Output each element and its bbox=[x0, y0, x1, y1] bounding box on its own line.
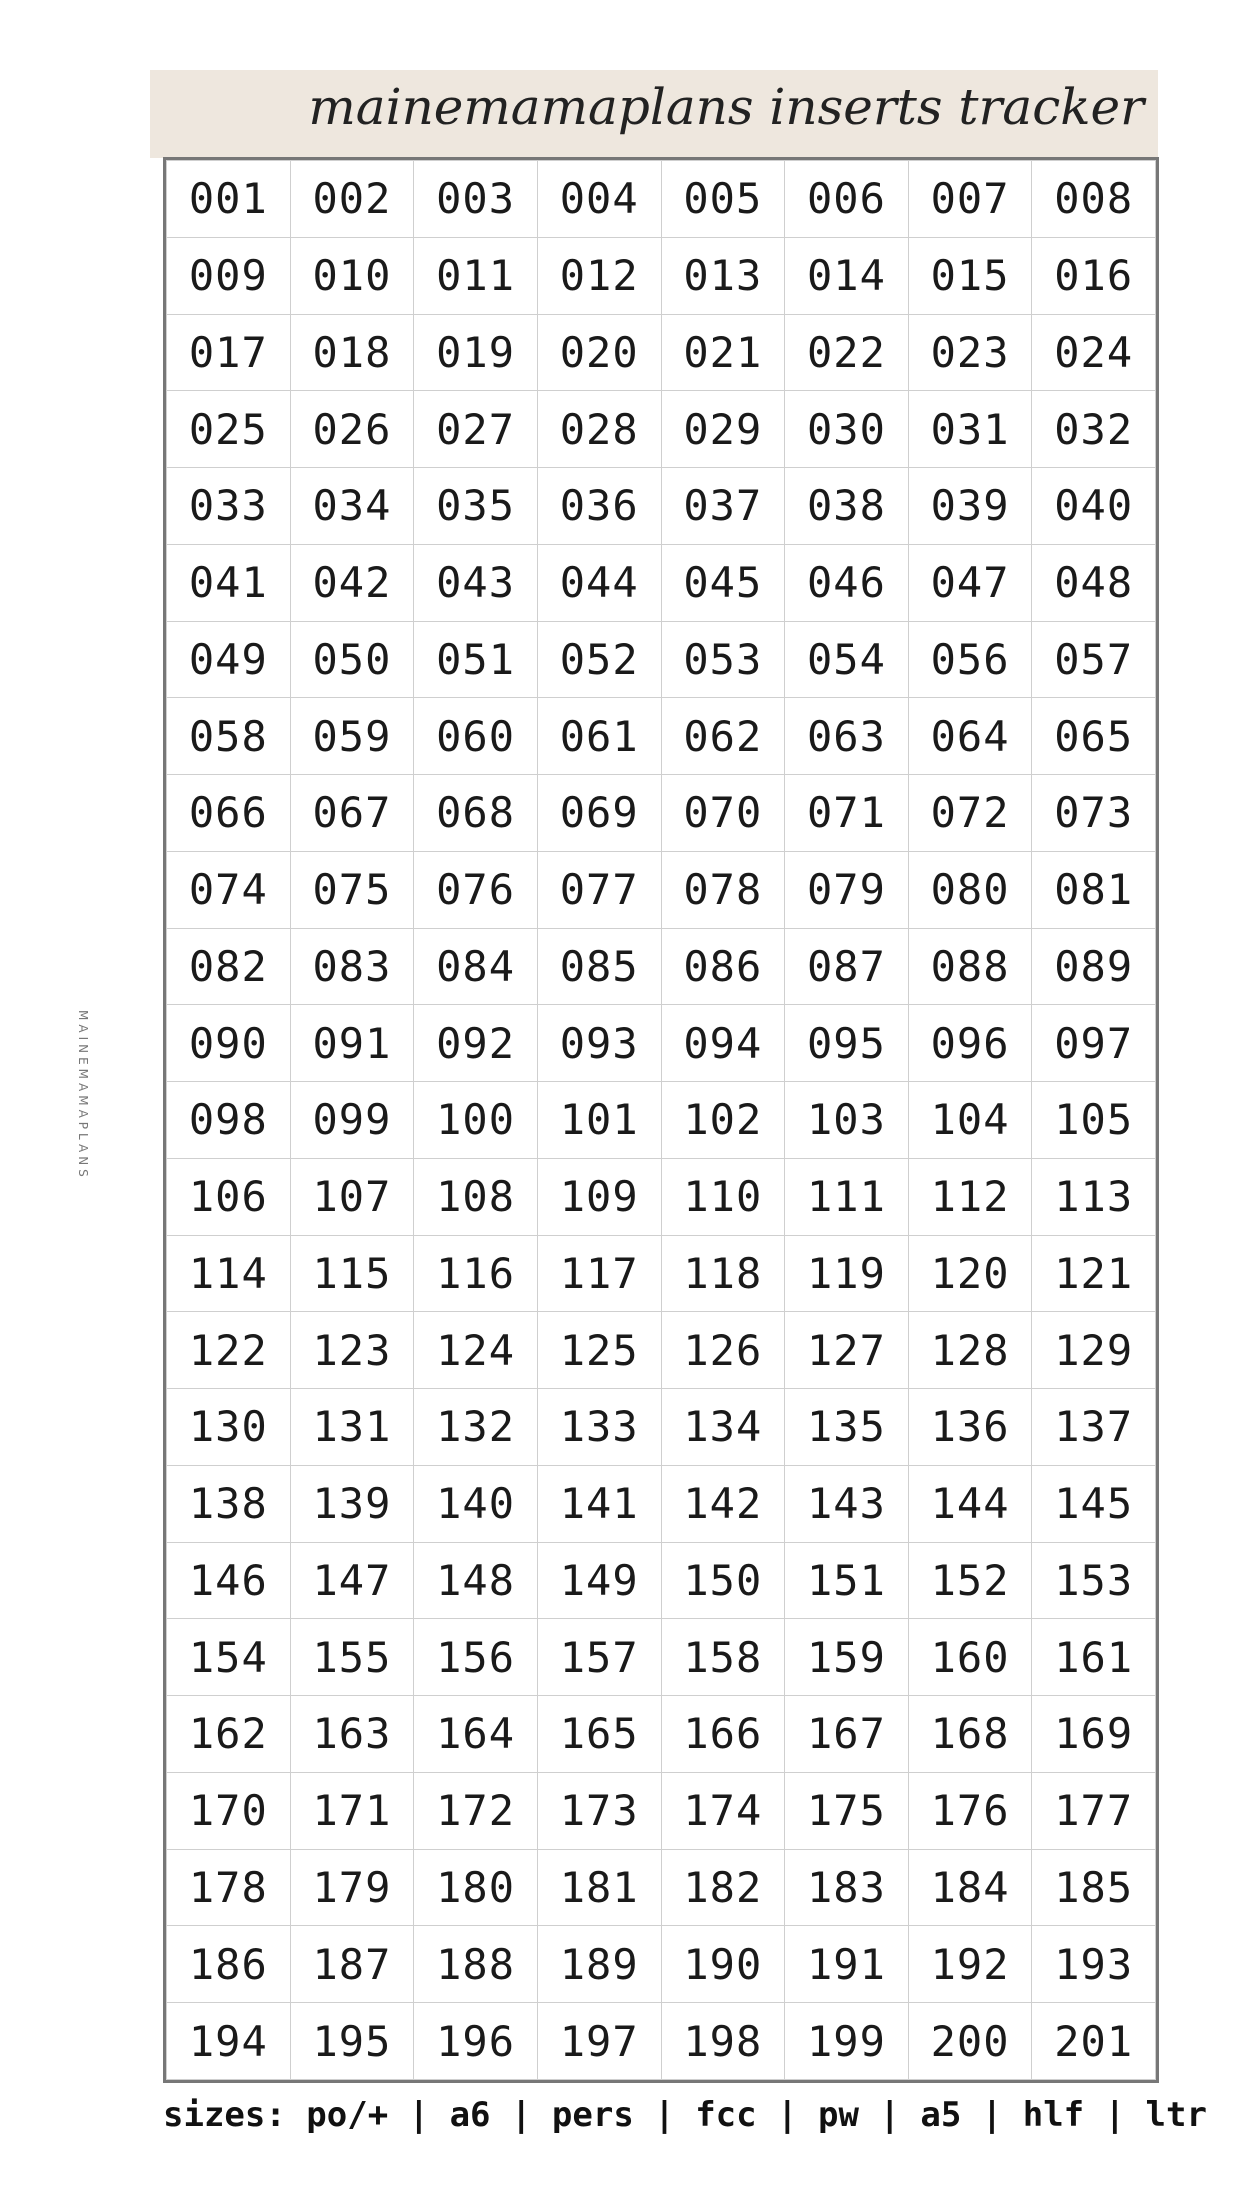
tracker-body bbox=[167, 161, 1156, 2080]
tracker-cell[interactable]: 189 bbox=[537, 1926, 661, 2003]
tracker-cell[interactable]: 174 bbox=[661, 1772, 785, 1849]
tracker-cell[interactable]: 078 bbox=[661, 851, 785, 928]
tracker-cell[interactable]: 141 bbox=[537, 1465, 661, 1542]
tracker-cell[interactable]: 013 bbox=[661, 237, 785, 314]
tracker-cell[interactable]: 102 bbox=[661, 1082, 785, 1159]
tracker-cell[interactable]: 063 bbox=[785, 698, 909, 775]
tracker-cell[interactable]: 179 bbox=[290, 1849, 414, 1926]
tracker-cell[interactable]: 085 bbox=[537, 928, 661, 1005]
tracker-cell[interactable]: 076 bbox=[414, 851, 538, 928]
tracker-cell[interactable]: 095 bbox=[785, 1005, 909, 1082]
tracker-cell[interactable]: 181 bbox=[537, 1849, 661, 1926]
tracker-cell[interactable]: 138 bbox=[167, 1465, 291, 1542]
tracker-cell[interactable]: 155 bbox=[290, 1619, 414, 1696]
tracker-cell[interactable]: 105 bbox=[1032, 1082, 1156, 1159]
tracker-cell[interactable]: 093 bbox=[537, 1005, 661, 1082]
tracker-cell[interactable]: 103 bbox=[785, 1082, 909, 1159]
tracker-cell[interactable]: 164 bbox=[414, 1696, 538, 1773]
tracker-cell[interactable]: 094 bbox=[661, 1005, 785, 1082]
tracker-cell[interactable]: 176 bbox=[908, 1772, 1032, 1849]
tracker-cell[interactable]: 115 bbox=[290, 1235, 414, 1312]
tracker-cell[interactable]: 120 bbox=[908, 1235, 1032, 1312]
tracker-row bbox=[167, 1696, 1156, 1773]
tracker-cell[interactable]: 195 bbox=[290, 2003, 414, 2080]
tracker-cell[interactable]: 020 bbox=[537, 314, 661, 391]
tracker-cell[interactable]: 001 bbox=[167, 161, 291, 238]
tracker-cell[interactable]: 005 bbox=[661, 161, 785, 238]
tracker-cell[interactable]: 191 bbox=[785, 1926, 909, 2003]
tracker-cell[interactable]: 015 bbox=[908, 237, 1032, 314]
tracker-cell[interactable]: 147 bbox=[290, 1542, 414, 1619]
tracker-cell[interactable]: 050 bbox=[290, 621, 414, 698]
tracker-cell[interactable]: 161 bbox=[1032, 1619, 1156, 1696]
tracker-cell[interactable]: 180 bbox=[414, 1849, 538, 1926]
tracker-cell[interactable]: 178 bbox=[167, 1849, 291, 1926]
tracker-cell[interactable]: 099 bbox=[290, 1082, 414, 1159]
tracker-cell[interactable]: 185 bbox=[1032, 1849, 1156, 1926]
tracker-row bbox=[167, 1465, 1156, 1542]
tracker-row bbox=[167, 1389, 1156, 1466]
tracker-cell[interactable]: 106 bbox=[167, 1158, 291, 1235]
tracker-cell[interactable]: 022 bbox=[785, 314, 909, 391]
tracker-cell[interactable]: 043 bbox=[414, 544, 538, 621]
tracker-cell[interactable]: 160 bbox=[908, 1619, 1032, 1696]
tracker-row bbox=[167, 621, 1156, 698]
tracker-row bbox=[167, 237, 1156, 314]
tracker-cell[interactable]: 045 bbox=[661, 544, 785, 621]
tracker-cell[interactable]: 030 bbox=[785, 391, 909, 468]
tracker-cell[interactable]: 101 bbox=[537, 1082, 661, 1159]
tracker-cell[interactable]: 168 bbox=[908, 1696, 1032, 1773]
tracker-cell[interactable]: 034 bbox=[290, 468, 414, 545]
tracker-cell[interactable]: 056 bbox=[908, 621, 1032, 698]
tracker-cell[interactable]: 038 bbox=[785, 468, 909, 545]
tracker-cell[interactable]: 119 bbox=[785, 1235, 909, 1312]
tracker-cell[interactable]: 170 bbox=[167, 1772, 291, 1849]
tracker-row bbox=[167, 1082, 1156, 1159]
tracker-row bbox=[167, 1005, 1156, 1082]
tracker-cell[interactable]: 079 bbox=[785, 851, 909, 928]
tracker-cell[interactable]: 163 bbox=[290, 1696, 414, 1773]
tracker-cell[interactable]: 193 bbox=[1032, 1926, 1156, 2003]
tracker-row bbox=[167, 1235, 1156, 1312]
tracker-cell[interactable]: 145 bbox=[1032, 1465, 1156, 1542]
tracker-cell[interactable]: 057 bbox=[1032, 621, 1156, 698]
tracker-cell[interactable]: 090 bbox=[167, 1005, 291, 1082]
tracker-cell[interactable]: 196 bbox=[414, 2003, 538, 2080]
tracker-row bbox=[167, 1849, 1156, 1926]
tracker-row bbox=[167, 1158, 1156, 1235]
tracker-cell[interactable]: 096 bbox=[908, 1005, 1032, 1082]
tracker-cell[interactable]: 009 bbox=[167, 237, 291, 314]
tracker-cell[interactable]: 081 bbox=[1032, 851, 1156, 928]
tracker-cell[interactable]: 082 bbox=[167, 928, 291, 1005]
tracker-cell[interactable]: 060 bbox=[414, 698, 538, 775]
header-band bbox=[150, 70, 1158, 158]
tracker-cell[interactable]: 111 bbox=[785, 1158, 909, 1235]
tracker-cell[interactable]: 159 bbox=[785, 1619, 909, 1696]
tracker-cell[interactable]: 166 bbox=[661, 1696, 785, 1773]
tracker-row bbox=[167, 391, 1156, 468]
tracker-cell[interactable]: 128 bbox=[908, 1312, 1032, 1389]
tracker-cell[interactable]: 003 bbox=[414, 161, 538, 238]
tracker-cell[interactable]: 053 bbox=[661, 621, 785, 698]
tracker-cell[interactable]: 086 bbox=[661, 928, 785, 1005]
tracker-cell[interactable]: 113 bbox=[1032, 1158, 1156, 1235]
tracker-cell[interactable]: 156 bbox=[414, 1619, 538, 1696]
tracker-cell[interactable]: 154 bbox=[167, 1619, 291, 1696]
tracker-cell[interactable]: 124 bbox=[414, 1312, 538, 1389]
tracker-cell[interactable]: 117 bbox=[537, 1235, 661, 1312]
tracker-grid bbox=[163, 157, 1159, 2083]
tracker-cell[interactable]: 171 bbox=[290, 1772, 414, 1849]
page-title: mainemamaplans inserts tracker bbox=[308, 78, 1144, 136]
tracker-cell[interactable]: 183 bbox=[785, 1849, 909, 1926]
tracker-cell[interactable]: 072 bbox=[908, 775, 1032, 852]
tracker-cell[interactable]: 175 bbox=[785, 1772, 909, 1849]
tracker-cell[interactable]: 142 bbox=[661, 1465, 785, 1542]
tracker-cell[interactable]: 199 bbox=[785, 2003, 909, 2080]
tracker-row bbox=[167, 698, 1156, 775]
tracker-cell[interactable]: 012 bbox=[537, 237, 661, 314]
tracker-cell[interactable]: 051 bbox=[414, 621, 538, 698]
tracker-cell[interactable]: 167 bbox=[785, 1696, 909, 1773]
tracker-cell[interactable]: 149 bbox=[537, 1542, 661, 1619]
tracker-cell[interactable]: 088 bbox=[908, 928, 1032, 1005]
tracker-cell[interactable]: 157 bbox=[537, 1619, 661, 1696]
tracker-cell[interactable]: 067 bbox=[290, 775, 414, 852]
tracker-row bbox=[167, 1926, 1156, 2003]
tracker-cell[interactable]: 143 bbox=[785, 1465, 909, 1542]
side-brand-label: MAINEMAMAPLANS bbox=[76, 1010, 90, 1181]
tracker-cell[interactable]: 146 bbox=[167, 1542, 291, 1619]
sizes-footer: sizes: po/+ | a6 | pers | fcc | pw | a5 | hlf | ltr bbox=[163, 2095, 1207, 2135]
tracker-cell[interactable]: 150 bbox=[661, 1542, 785, 1619]
tracker-cell[interactable]: 006 bbox=[785, 161, 909, 238]
tracker-cell[interactable]: 084 bbox=[414, 928, 538, 1005]
tracker-cell[interactable]: 011 bbox=[414, 237, 538, 314]
tracker-row bbox=[167, 2003, 1156, 2080]
tracker-cell[interactable]: 110 bbox=[661, 1158, 785, 1235]
tracker-cell[interactable]: 046 bbox=[785, 544, 909, 621]
tracker-cell[interactable]: 089 bbox=[1032, 928, 1156, 1005]
tracker-cell[interactable]: 042 bbox=[290, 544, 414, 621]
tracker-cell[interactable]: 165 bbox=[537, 1696, 661, 1773]
tracker-cell[interactable]: 048 bbox=[1032, 544, 1156, 621]
tracker-cell[interactable]: 054 bbox=[785, 621, 909, 698]
tracker-cell[interactable]: 192 bbox=[908, 1926, 1032, 2003]
tracker-cell[interactable]: 125 bbox=[537, 1312, 661, 1389]
tracker-cell[interactable]: 132 bbox=[414, 1389, 538, 1466]
tracker-cell[interactable]: 190 bbox=[661, 1926, 785, 2003]
tracker-cell[interactable]: 182 bbox=[661, 1849, 785, 1926]
tracker-cell[interactable]: 027 bbox=[414, 391, 538, 468]
tracker-table bbox=[166, 160, 1156, 2080]
tracker-cell[interactable]: 140 bbox=[414, 1465, 538, 1542]
tracker-cell[interactable]: 040 bbox=[1032, 468, 1156, 545]
tracker-cell[interactable]: 153 bbox=[1032, 1542, 1156, 1619]
tracker-cell[interactable]: 187 bbox=[290, 1926, 414, 2003]
tracker-cell[interactable]: 008 bbox=[1032, 161, 1156, 238]
tracker-cell[interactable]: 126 bbox=[661, 1312, 785, 1389]
tracker-cell[interactable]: 133 bbox=[537, 1389, 661, 1466]
tracker-cell[interactable]: 200 bbox=[908, 2003, 1032, 2080]
tracker-cell[interactable]: 024 bbox=[1032, 314, 1156, 391]
tracker-cell[interactable]: 098 bbox=[167, 1082, 291, 1159]
tracker-cell[interactable]: 197 bbox=[537, 2003, 661, 2080]
tracker-cell[interactable]: 116 bbox=[414, 1235, 538, 1312]
tracker-cell[interactable]: 028 bbox=[537, 391, 661, 468]
tracker-cell[interactable]: 127 bbox=[785, 1312, 909, 1389]
tracker-cell[interactable]: 144 bbox=[908, 1465, 1032, 1542]
tracker-cell[interactable]: 121 bbox=[1032, 1235, 1156, 1312]
tracker-cell[interactable]: 004 bbox=[537, 161, 661, 238]
tracker-cell[interactable]: 162 bbox=[167, 1696, 291, 1773]
tracker-cell[interactable]: 061 bbox=[537, 698, 661, 775]
tracker-cell[interactable]: 114 bbox=[167, 1235, 291, 1312]
tracker-row bbox=[167, 468, 1156, 545]
tracker-cell[interactable]: 049 bbox=[167, 621, 291, 698]
tracker-cell[interactable]: 173 bbox=[537, 1772, 661, 1849]
tracker-row bbox=[167, 1619, 1156, 1696]
tracker-cell[interactable]: 021 bbox=[661, 314, 785, 391]
tracker-cell[interactable]: 070 bbox=[661, 775, 785, 852]
tracker-cell[interactable]: 158 bbox=[661, 1619, 785, 1696]
tracker-cell[interactable]: 058 bbox=[167, 698, 291, 775]
tracker-cell[interactable]: 064 bbox=[908, 698, 1032, 775]
tracker-cell[interactable]: 052 bbox=[537, 621, 661, 698]
tracker-cell[interactable]: 118 bbox=[661, 1235, 785, 1312]
tracker-cell[interactable]: 039 bbox=[908, 468, 1032, 545]
tracker-cell[interactable]: 035 bbox=[414, 468, 538, 545]
tracker-cell[interactable]: 184 bbox=[908, 1849, 1032, 1926]
tracker-cell[interactable]: 017 bbox=[167, 314, 291, 391]
tracker-cell[interactable]: 036 bbox=[537, 468, 661, 545]
tracker-cell[interactable]: 007 bbox=[908, 161, 1032, 238]
tracker-row bbox=[167, 775, 1156, 852]
tracker-cell[interactable]: 041 bbox=[167, 544, 291, 621]
tracker-cell[interactable]: 077 bbox=[537, 851, 661, 928]
tracker-row bbox=[167, 1772, 1156, 1849]
tracker-cell[interactable]: 188 bbox=[414, 1926, 538, 2003]
tracker-cell[interactable]: 032 bbox=[1032, 391, 1156, 468]
tracker-cell[interactable]: 148 bbox=[414, 1542, 538, 1619]
tracker-cell[interactable]: 151 bbox=[785, 1542, 909, 1619]
tracker-cell[interactable]: 087 bbox=[785, 928, 909, 1005]
tracker-cell[interactable]: 033 bbox=[167, 468, 291, 545]
tracker-cell[interactable]: 097 bbox=[1032, 1005, 1156, 1082]
tracker-cell[interactable]: 139 bbox=[290, 1465, 414, 1542]
tracker-cell[interactable]: 044 bbox=[537, 544, 661, 621]
tracker-row bbox=[167, 544, 1156, 621]
tracker-row bbox=[167, 928, 1156, 1005]
tracker-cell[interactable]: 104 bbox=[908, 1082, 1032, 1159]
tracker-row bbox=[167, 161, 1156, 238]
tracker-cell[interactable]: 134 bbox=[661, 1389, 785, 1466]
tracker-cell[interactable]: 059 bbox=[290, 698, 414, 775]
tracker-cell[interactable]: 025 bbox=[167, 391, 291, 468]
tracker-cell[interactable]: 018 bbox=[290, 314, 414, 391]
tracker-cell[interactable]: 186 bbox=[167, 1926, 291, 2003]
tracker-row bbox=[167, 1542, 1156, 1619]
tracker-cell[interactable]: 198 bbox=[661, 2003, 785, 2080]
tracker-cell[interactable]: 002 bbox=[290, 161, 414, 238]
tracker-cell[interactable]: 023 bbox=[908, 314, 1032, 391]
tracker-cell[interactable]: 137 bbox=[1032, 1389, 1156, 1466]
tracker-cell[interactable]: 136 bbox=[908, 1389, 1032, 1466]
tracker-cell[interactable]: 073 bbox=[1032, 775, 1156, 852]
tracker-cell[interactable]: 112 bbox=[908, 1158, 1032, 1235]
tracker-cell[interactable]: 031 bbox=[908, 391, 1032, 468]
tracker-cell[interactable]: 069 bbox=[537, 775, 661, 852]
tracker-cell[interactable]: 169 bbox=[1032, 1696, 1156, 1773]
tracker-cell[interactable]: 194 bbox=[167, 2003, 291, 2080]
tracker-cell[interactable]: 062 bbox=[661, 698, 785, 775]
tracker-cell[interactable]: 065 bbox=[1032, 698, 1156, 775]
tracker-cell[interactable]: 010 bbox=[290, 237, 414, 314]
tracker-cell[interactable]: 177 bbox=[1032, 1772, 1156, 1849]
tracker-cell[interactable]: 092 bbox=[414, 1005, 538, 1082]
tracker-row bbox=[167, 1312, 1156, 1389]
tracker-cell[interactable]: 047 bbox=[908, 544, 1032, 621]
tracker-cell[interactable]: 029 bbox=[661, 391, 785, 468]
tracker-cell[interactable]: 080 bbox=[908, 851, 1032, 928]
tracker-cell[interactable]: 152 bbox=[908, 1542, 1032, 1619]
tracker-cell[interactable]: 066 bbox=[167, 775, 291, 852]
tracker-cell[interactable]: 091 bbox=[290, 1005, 414, 1082]
tracker-cell[interactable]: 016 bbox=[1032, 237, 1156, 314]
tracker-cell[interactable]: 014 bbox=[785, 237, 909, 314]
tracker-cell[interactable]: 122 bbox=[167, 1312, 291, 1389]
tracker-cell[interactable]: 108 bbox=[414, 1158, 538, 1235]
tracker-cell[interactable]: 100 bbox=[414, 1082, 538, 1159]
tracker-cell[interactable]: 172 bbox=[414, 1772, 538, 1849]
tracker-cell[interactable]: 130 bbox=[167, 1389, 291, 1466]
tracker-cell[interactable]: 083 bbox=[290, 928, 414, 1005]
tracker-cell[interactable]: 019 bbox=[414, 314, 538, 391]
tracker-cell[interactable]: 068 bbox=[414, 775, 538, 852]
tracker-cell[interactable]: 129 bbox=[1032, 1312, 1156, 1389]
tracker-cell[interactable]: 071 bbox=[785, 775, 909, 852]
tracker-row bbox=[167, 851, 1156, 928]
tracker-cell[interactable]: 131 bbox=[290, 1389, 414, 1466]
tracker-cell[interactable]: 107 bbox=[290, 1158, 414, 1235]
tracker-row bbox=[167, 314, 1156, 391]
tracker-cell[interactable]: 109 bbox=[537, 1158, 661, 1235]
tracker-cell[interactable]: 201 bbox=[1032, 2003, 1156, 2080]
tracker-cell[interactable]: 026 bbox=[290, 391, 414, 468]
tracker-cell[interactable]: 123 bbox=[290, 1312, 414, 1389]
tracker-cell[interactable]: 074 bbox=[167, 851, 291, 928]
tracker-cell[interactable]: 075 bbox=[290, 851, 414, 928]
tracker-cell[interactable]: 135 bbox=[785, 1389, 909, 1466]
tracker-cell[interactable]: 037 bbox=[661, 468, 785, 545]
